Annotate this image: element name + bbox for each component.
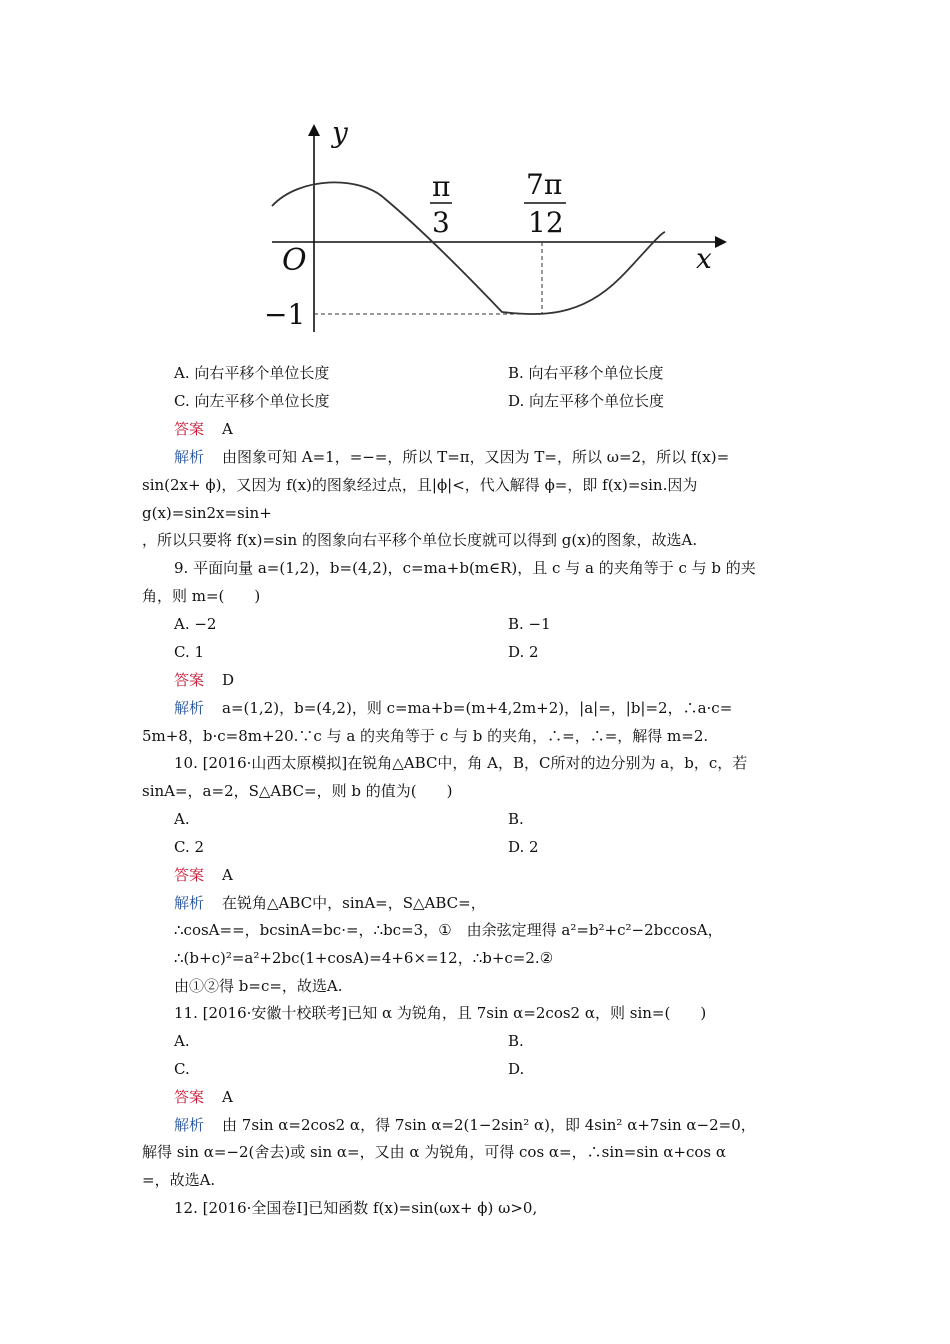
- q9-optC: C. 1: [174, 643, 205, 661]
- analysis-tag: 解析: [174, 448, 205, 466]
- answer-tag: 答案: [174, 1088, 205, 1106]
- q9-optB: B. −1: [508, 615, 551, 633]
- q10-optC: C. 2: [174, 838, 205, 856]
- analysis-text: 由图象可知 A=1，=−=，所以 T=π，又因为 T=，所以 ω=2，所以 f(x)=: [222, 448, 730, 466]
- analysis-text: 由 7sin α=2cos2 α，得 7sin α=2(1−2sin² α)，即 4sin² α+7sin α−2=0，: [222, 1116, 756, 1134]
- x-axis-arrow: [715, 236, 727, 248]
- neg-one-label: −1: [264, 298, 306, 331]
- answer-tag: 答案: [174, 420, 205, 438]
- answer-value: D: [222, 671, 235, 689]
- q9-optD: D. 2: [508, 643, 539, 661]
- analysis-tag: 解析: [174, 1116, 205, 1134]
- sine-graph: [260, 118, 730, 338]
- analysis-text: 在锐角△ABC中，sinA=，S△ABC=，: [222, 894, 486, 912]
- q10-optB: B.: [508, 810, 524, 828]
- q11-optA: A.: [174, 1032, 190, 1050]
- q10-optA: A.: [174, 810, 190, 828]
- q8-optB: B. 向右平移个单位长度: [508, 364, 664, 382]
- q8-analysis-line2: sin(2x+ ϕ)，又因为 f(x)的图象经过点，且|ϕ|<，代入解得 ϕ=，即 f(x)=sin.因为: [142, 476, 698, 494]
- q9-analysis-line2: 5m+8，b·c=8m+20.∵c 与 a 的夹角等于 c 与 b 的夹角，∴=，∴=，解得 m=2.: [142, 727, 709, 745]
- q11-optC: C.: [174, 1060, 190, 1078]
- q9-optA: A. −2: [174, 615, 217, 633]
- q11-analysis-line2: 解得 sin α=−2(舍去)或 sin α=，又由 α 为锐角，可得 cos α=，∴sin=sin α+cos α: [142, 1143, 726, 1161]
- q11-analysis-row: [174, 1115, 950, 1135]
- origin-label: O: [282, 243, 307, 278]
- q10-analysis-line4: 由①②得 b=c=，故选A.: [174, 977, 343, 995]
- answer-tag: 答案: [174, 671, 205, 689]
- q8-analysis-line3: g(x)=sin2x=sin+: [142, 504, 272, 522]
- analysis-tag: 解析: [174, 699, 205, 717]
- q8-optA: A. 向右平移个单位长度: [174, 364, 330, 382]
- answer-value: A: [222, 1088, 233, 1106]
- answer-tag: 答案: [174, 866, 205, 884]
- pi-over-3-den: 3: [432, 206, 450, 239]
- q11-analysis-line3: =，故选A.: [142, 1171, 216, 1189]
- seven-pi-num: 7π: [526, 168, 563, 201]
- answer-value: A: [222, 866, 233, 884]
- q11-stem: 11. [2016·安徽十校联考]已知 α 为锐角，且 7sin α=2cos2 α，则 sin=( ): [174, 1004, 707, 1022]
- q11-answer-row: [174, 1087, 950, 1107]
- y-label: y: [332, 118, 348, 149]
- q9-analysis-row: [174, 698, 950, 718]
- seven-pi-den: 12: [528, 206, 564, 239]
- q10-analysis-row: [174, 893, 950, 913]
- analysis-tag: 解析: [174, 894, 205, 912]
- y-axis-arrow: [308, 124, 320, 136]
- sine-curve: [272, 182, 665, 314]
- q10-analysis-line2: ∴cosA==，bcsinA=bc·=，∴bc=3，① 由余弦定理得 a²=b²+c²−2bccosA，: [174, 921, 723, 939]
- q9-stem-line1: 9. 平面向量 a=(1,2)，b=(4,2)，c=ma+b(m∈R)，且 c 与 a 的夹角等于 c 与 b 的夹: [174, 559, 756, 577]
- q10-analysis-line3: ∴(b+c)²=a²+2bc(1+cosA)=4+6×=12，∴b+c=2.②: [174, 949, 554, 967]
- q10-stem-line2: sinA=，a=2，S△ABC=，则 b 的值为( ): [142, 782, 453, 800]
- q8-analysis-row: [174, 447, 950, 467]
- q8-optD: D. 向左平移个单位长度: [508, 392, 665, 410]
- x-label: x: [696, 242, 712, 275]
- q10-stem-line1: 10. [2016·山西太原模拟]在锐角△ABC中，角 A，B，C所对的边分别为 a，b，c，若: [174, 754, 748, 772]
- q10-optD: D. 2: [508, 838, 539, 856]
- q8-answer-row: [174, 419, 950, 439]
- answer-value: A: [222, 420, 233, 438]
- q9-stem-line2: 角，则 m=( ): [142, 587, 261, 605]
- analysis-text: a=(1,2)，b=(4,2)，则 c=ma+b=(m+4,2m+2)，|a|=，|b|=2，∴a·c=: [222, 699, 733, 717]
- q10-answer-row: [174, 865, 950, 885]
- q12-stem: 12. [2016·全国卷Ⅰ]已知函数 f(x)=sin(ωx+ ϕ) ω>0,: [174, 1199, 538, 1217]
- q9-answer-row: [174, 670, 950, 690]
- pi-over-3-num: π: [432, 170, 451, 203]
- q11-optB: B.: [508, 1032, 524, 1050]
- q11-optD: D.: [508, 1060, 525, 1078]
- q8-optC: C. 向左平移个单位长度: [174, 392, 330, 410]
- q8-analysis-line4: ，所以只要将 f(x)=sin 的图象向右平移个单位长度就可以得到 g(x)的图象，故选A.: [142, 531, 698, 549]
